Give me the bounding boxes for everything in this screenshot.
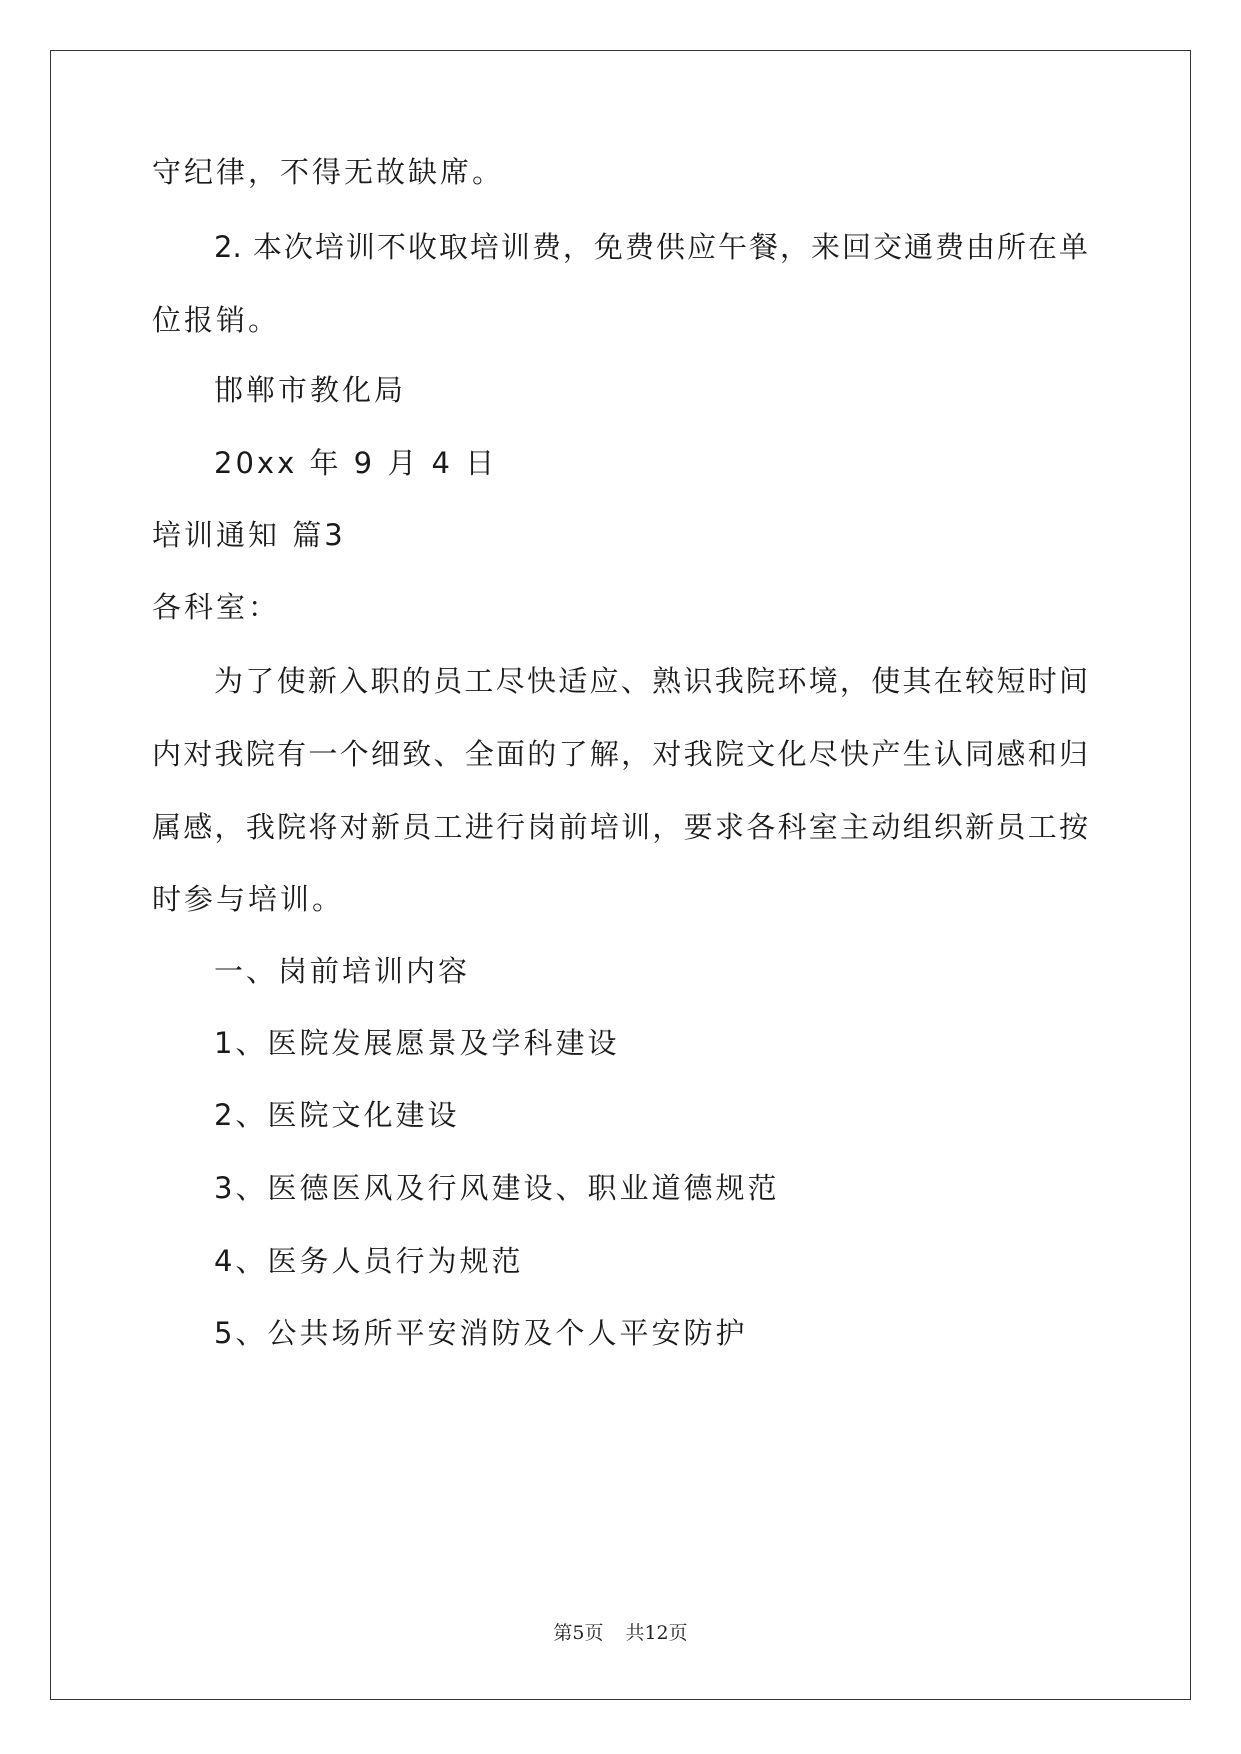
text-line: 守纪律，不得无故缺席。 <box>152 155 505 189</box>
section-title: 培训通知 篇3 <box>152 518 346 552</box>
page-total: 共12页 <box>625 1622 688 1644</box>
page-border <box>50 50 1191 1700</box>
list-item: 3、医德医风及行风建设、职业道德规范 <box>214 1171 780 1205</box>
list-item: 5、公共场所平安消防及个人平安防护 <box>214 1316 748 1350</box>
text-line: 内对我院有一个细致、全面的了解，对我院文化尽快产生认同感和归 <box>152 737 1088 771</box>
text-line: 时参与培训。 <box>152 882 345 916</box>
signature-org: 邯郸市教化局 <box>214 373 407 407</box>
text-line: 属感，我院将对新员工进行岗前培训，要求各科室主动组织新员工按 <box>152 810 1088 844</box>
text-line: 为了使新入职的员工尽快适应、熟识我院环境，使其在较短时间 <box>214 664 1088 698</box>
text-line: 2. 本次培训不收取培训费，免费供应午餐，来回交通费由所在单 <box>214 230 1088 264</box>
list-item: 2、医院文化建设 <box>214 1098 460 1132</box>
page-footer <box>0 1618 1241 1645</box>
list-heading: 一、岗前培训内容 <box>214 954 471 988</box>
page-number: 第5页 <box>553 1622 604 1644</box>
salutation: 各科室： <box>152 590 281 624</box>
list-item: 4、医务人员行为规范 <box>214 1244 524 1278</box>
list-item: 1、医院发展愿景及学科建设 <box>214 1026 620 1060</box>
text-line: 位报销。 <box>152 303 281 337</box>
signature-date: 20xx 年 9 月 4 日 <box>214 446 498 480</box>
